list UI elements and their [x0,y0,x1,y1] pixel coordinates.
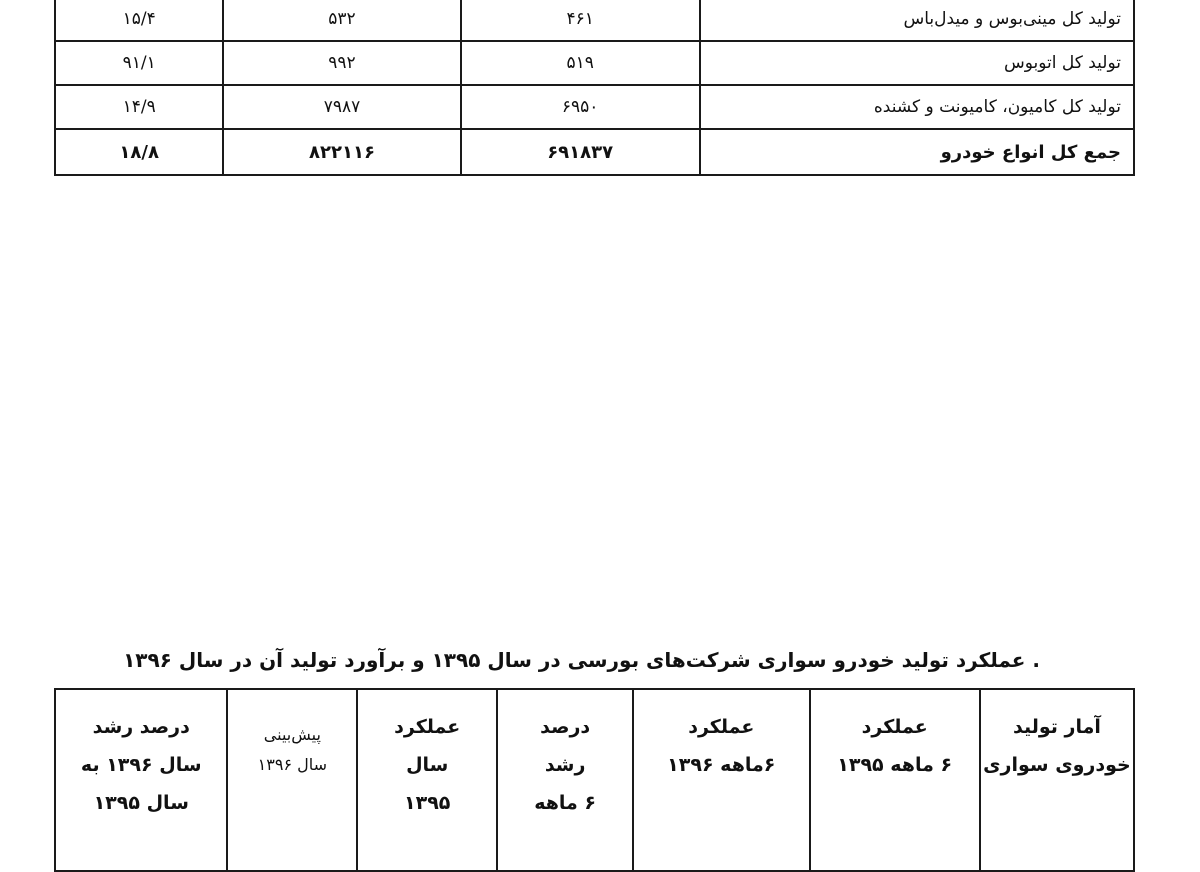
value-cell: ۹۹۲ [223,41,460,85]
header-cell [227,689,357,871]
passenger-car-production-table [54,688,1135,872]
table-row [55,0,1134,41]
vehicle-production-table [54,0,1135,176]
header-line: سال ۱۳۹۶ به [80,754,202,776]
growth-cell: ۱۴/۹ [55,85,223,129]
row-label: تولید کل اتوبوس [700,41,1134,85]
header-line: عملکرد [394,716,461,738]
header-line: ۱۳۹۵ [404,792,451,814]
total-label: جمع کل انواع خودرو [700,129,1134,175]
growth-cell: ۱۵/۴ [55,0,223,41]
header-line: ۶ ماهه [534,792,597,814]
value-cell: ۷۹۸۷ [223,85,460,129]
total-row [55,129,1134,175]
value-cell: ۵۱۹ [461,41,700,85]
header-cell [55,689,227,871]
header-line: آمار تولید [1012,716,1101,738]
header-row [55,689,1134,871]
header-line: سال ۱۳۹۵ [93,792,189,814]
header-line: سال ۱۳۹۶ [257,755,328,774]
header-line: درصد رشد [92,716,190,738]
table-caption: . عملکرد تولید خودرو سواری شرکت‌های بورسی در سال ۱۳۹۵ و برآورد تولید آن در سال ۱۳۹۶ [123,648,1040,672]
row-label: تولید کل مینی‌بوس و میدل‌باس [700,0,1134,41]
header-line: عملکرد [688,716,755,738]
header-line: عملکرد [861,716,928,738]
header-line: سال [406,754,449,776]
header-line: پیش‌بینی [263,725,321,744]
header-line: خودروی سواری [983,754,1131,776]
value-cell: ۴۶۱ [461,0,700,41]
header-cell [810,689,980,871]
total-value-cell: ۸۲۲۱۱۶ [223,129,460,175]
table-row [55,85,1134,129]
header-cell [357,689,497,871]
table-row [55,41,1134,85]
row-label: تولید کل کامیون، کامیونت و کشنده [700,85,1134,129]
value-cell: ۶۹۵۰ [461,85,700,129]
value-cell: ۵۳۲ [223,0,460,41]
growth-cell: ۹۱/۱ [55,41,223,85]
total-value-cell: ۶۹۱۸۳۷ [461,129,700,175]
header-cell [633,689,809,871]
header-line: درصد [540,716,591,738]
header-line: ۶ماهه ۱۳۹۶ [667,754,776,776]
header-cell [980,689,1134,871]
header-line: ۶ ماهه ۱۳۹۵ [837,754,953,776]
header-line: رشد [544,754,586,776]
total-growth-cell: ۱۸/۸ [55,129,223,175]
header-cell [497,689,633,871]
